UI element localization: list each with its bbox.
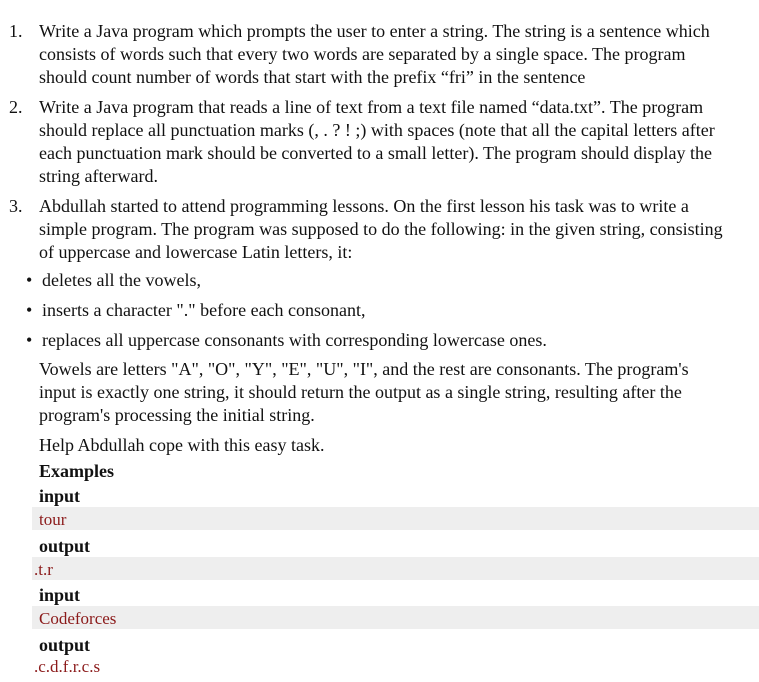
examples-heading: Examples [39, 461, 115, 481]
example-input-value: tour [39, 510, 67, 529]
bullet-icon: • [26, 330, 33, 350]
paragraph-line: program's processing the initial string. [39, 405, 315, 425]
problem-1-line: Write a Java program which prompts the user to enter a string. The string is a sentence which [39, 21, 710, 41]
bullet-icon: • [26, 270, 33, 290]
list-item: replaces all uppercase consonants with corresponding lowercase ones. [42, 330, 547, 350]
problem-2-line: string afterward. [39, 166, 158, 186]
problem-1-line: consists of words such that every two words are separated by a single space. The program [39, 44, 686, 64]
example-input-value: Codeforces [39, 609, 117, 628]
example-input-bg [32, 606, 759, 629]
problem-2-line: each punctuation mark should be converted to a small letter). The program should display the [39, 143, 712, 163]
example-output-value: .t.r [34, 560, 53, 579]
example-output-value: .c.d.f.r.c.s [34, 657, 101, 676]
problem-1-number: 1. [9, 21, 23, 41]
list-item: inserts a character "." before each consonant, [42, 300, 366, 320]
problem-3-line: of uppercase and lowercase Latin letters, it: [39, 242, 353, 262]
input-label: input [39, 486, 81, 506]
problem-3-line: simple program. The program was supposed to do the following: in the given string, consisting [39, 219, 723, 239]
list-item: deletes all the vowels, [42, 270, 201, 290]
problem-3-line: Abdullah started to attend programming lessons. On the first lesson his task was to write a [39, 196, 689, 216]
problem-2-line: should replace all punctuation marks (, . ? ! ;) with spaces (note that all the capital letters after [39, 120, 715, 140]
input-label: input [39, 585, 81, 605]
help-line: Help Abdullah cope with this easy task. [39, 435, 325, 455]
problem-2-number: 2. [9, 97, 23, 117]
bullet-icon: • [26, 300, 33, 320]
output-label: output [39, 536, 91, 556]
paragraph-line: input is exactly one string, it should return the output as a single string, resulting after the [39, 382, 682, 402]
problem-3-number: 3. [9, 196, 23, 216]
problem-2-line: Write a Java program that reads a line of text from a text file named “data.txt”. The program [39, 97, 704, 117]
output-label: output [39, 635, 91, 655]
example-output-bg [32, 557, 759, 580]
paragraph-line: Vowels are letters "A", "O", "Y", "E", "U", "I", and the rest are consonants. The program's [39, 359, 689, 379]
problem-1-line: should count number of words that start with the prefix “fri” in the sentence [39, 67, 586, 87]
example-input-bg [32, 507, 759, 530]
